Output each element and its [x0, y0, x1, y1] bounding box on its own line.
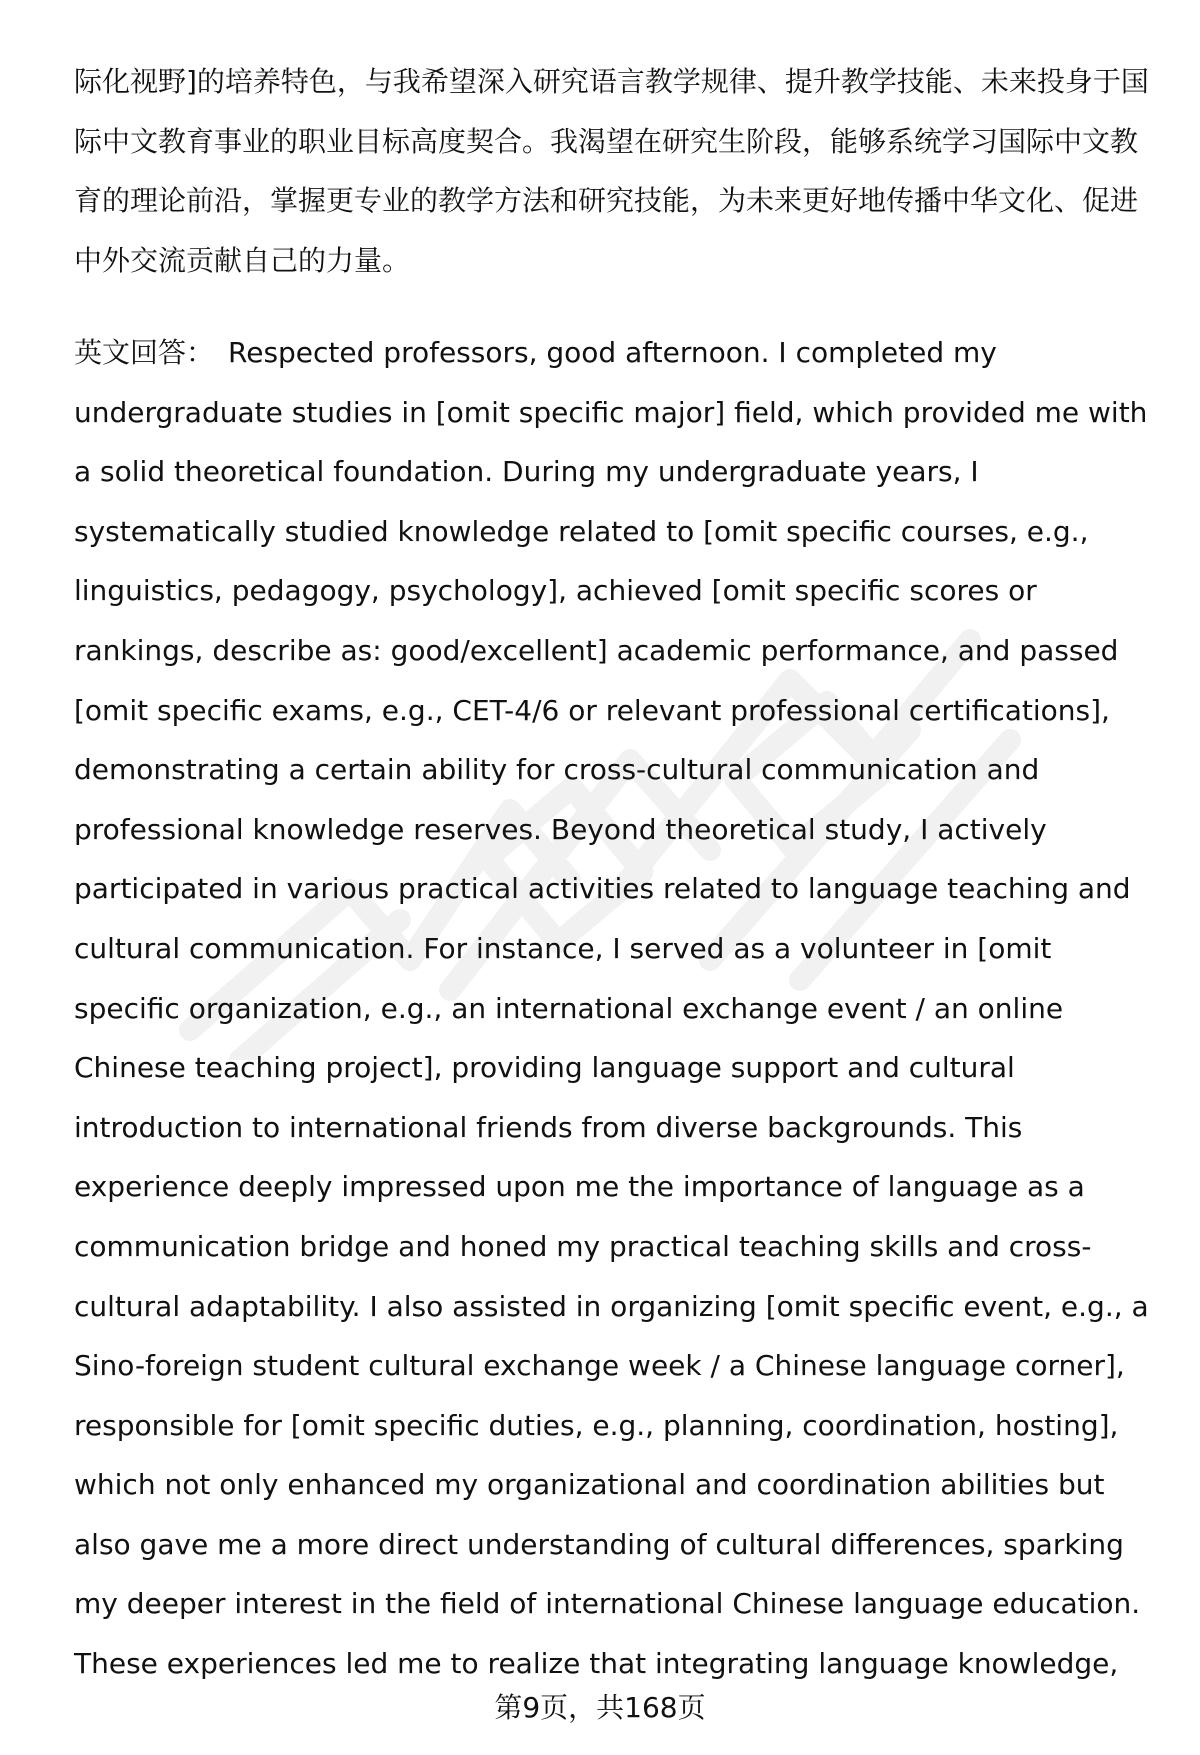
page-number-footer: 第9页，共168页	[494, 1691, 706, 1724]
english-answer-label: 英文回答：	[74, 336, 215, 369]
english-answer-paragraph	[74, 323, 1154, 1694]
english-answer-text: Respected professors, good afternoon. I completed my undergraduate studies in [omit specific major] field, which provided me with a solid theoretical foundation. During my undergraduate years, I systematically studied knowledge related to [omit specific courses, e.g., linguistics, pedagogy, psychology], achieved [omit specific scores or rankings, describe as: good/excellent] academic performance, and passed [omit specific exams, e.g., CET-4/6 or relevant professional certifications], demonstrating a certain ability for cross-cultural communication and professional knowledge reserves. Beyond theoretical study, I actively participated in various practical activities related to language teaching and cultural communication. For instance, I served as a volunteer in [omit specific organization, e.g., an international exchange event / an online Chinese teaching project], providing language support and cultural introduction to international friends from diverse backgrounds. This experience deeply impressed upon me the importance of language as a communication bridge and honed my practical teaching skills and cross-cultural adaptability. I also assisted in organizing [omit specific event, e.g., a Sino-foreign student cultural exchange week / a Chinese language corner], responsible for [omit specific duties, e.g., planning, coordination, hosting], which not only enhanced my organizational and coordination abilities but also gave me a more direct understanding of cultural differences, sparking my deeper interest in the field of international Chinese language education. These experiences led me to realize that integrating language knowledge,	[74, 336, 1149, 1681]
chinese-paragraph: 际化视野]的培养特色，与我希望深入研究语言教学规律、提升教学技能、未来投身于国际中文教育事业的职业目标高度契合。我渴望在研究生阶段，能够系统学习国际中文教育的理论前沿，掌握更专业的教学方法和研究技能，为未来更好地传播中华文化、促进中外交流贡献自己的力量。	[74, 65, 1149, 277]
